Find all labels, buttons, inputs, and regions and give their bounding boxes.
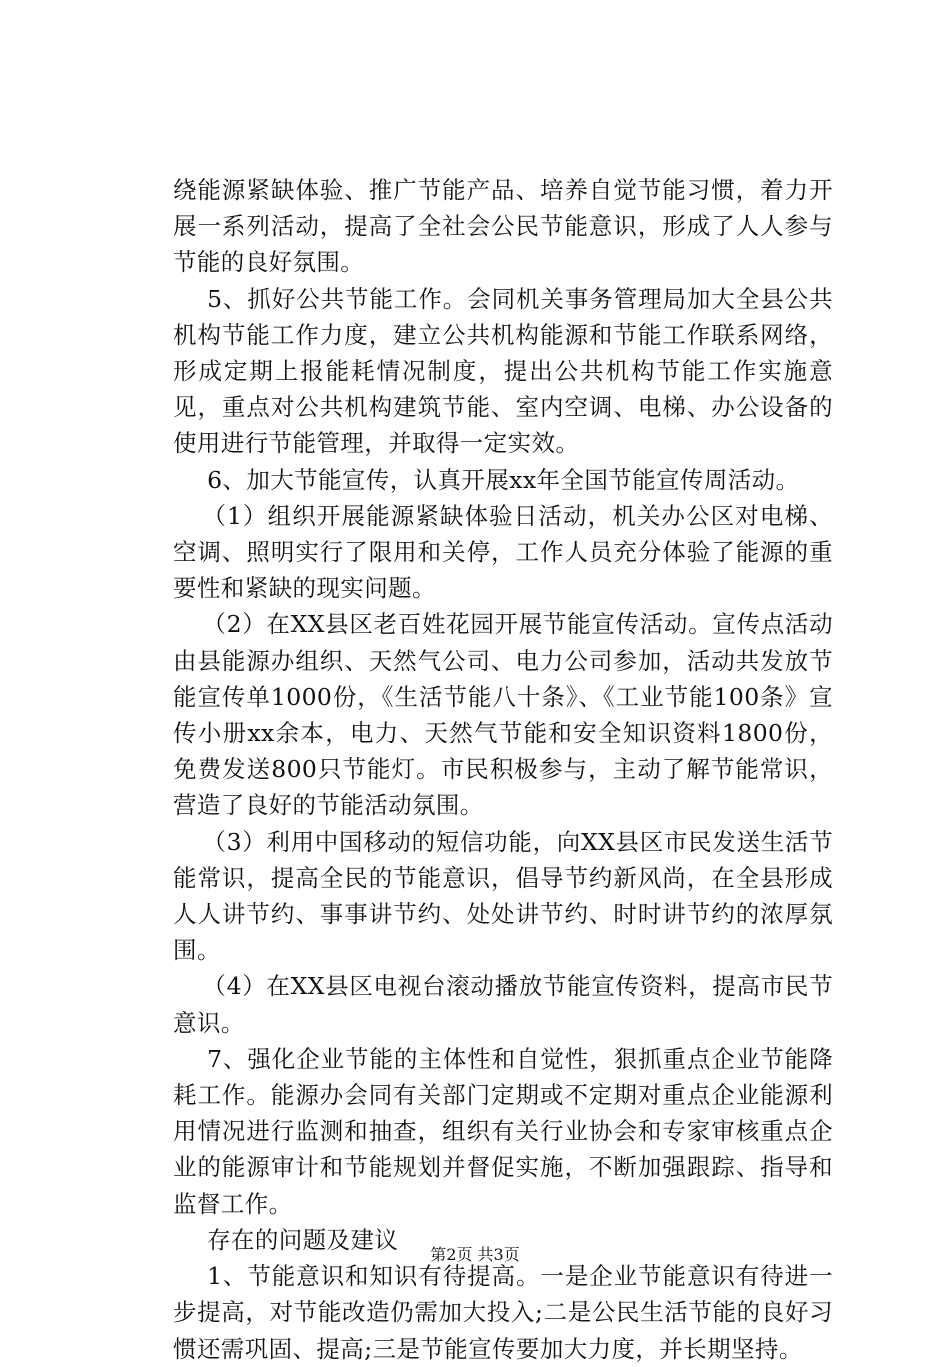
paragraph: 绕能源紧缺体验、推广节能产品、培养自觉节能习惯，着力开展一系列活动，提高了全社会公民节能意识，形成了人人参与节能的良好氛围。: [173, 176, 833, 277]
paragraph: （4）在XX县区电视台滚动播放节能宣传资料，提高市民节意识。: [173, 972, 833, 1037]
paragraph: （1）组织开展能源紧缺体验日活动，机关办公区对电梯、空调、照明实行了限用和关停，工作人员充分体验了能源的重要性和紧缺的现实问题。: [173, 501, 833, 603]
paragraph: 6、加大节能宣传，认真开展xx年全国节能宣传周活动。: [207, 465, 800, 494]
paragraph: 7、强化企业节能的主体性和自觉性，狠抓重点企业节能降耗工作。能源办会同有关部门定期或不定期对重点企业能源利用情况进行监测和抽查，组织有关行业协会和专家审核重点企业的能源审计和节能规划并督促实施，不断加强跟踪、指导和监督工作。: [173, 1044, 833, 1218]
paragraph: 1、节能意识和知识有待提高。一是企业节能意识有待进一步提高，对节能改造仍需加大投入;二是公民生活节能的良好习惯还需巩固、提高;三是节能宣传要加大力度，并长期坚持。: [173, 1262, 833, 1363]
paragraph: 5、抓好公共节能工作。会同机关事务管理局加大全县公共机构节能工作力度，建立公共机构能源和节能工作联系网络，形成定期上报能耗情况制度，提出公共机构节能工作实施意见，重点对公共机构建筑节能、室内空调、电梯、办公设备的使用进行节能管理，并取得一定实效。: [173, 284, 833, 458]
page-footer: 第2页 共3页: [430, 1245, 520, 1264]
document-body: [173, 172, 833, 1367]
paragraph: （3）利用中国移动的短信功能，向XX县区市民发送生活节能常识，提高全民的节能意识，倡导节约新风尚，在全县形成人人讲节约、事事讲节约、处处讲节约、时时讲节约的浓厚氛围。: [173, 827, 833, 965]
section-heading: 存在的问题及建议: [207, 1225, 399, 1254]
paragraph: （2）在XX县区老百姓花园开展节能宣传活动。宣传点活动由县能源办组织、天然气公司、电力公司参加，活动共发放节能宣传单1000份，《生活节能八十条》、《工业节能100条》宣传小册xx余本，电力、天然气节能和安全知识资料1800份，免费发送800只节能灯。市民积极参与，主动了解节能常识，营造了良好的节能活动氛围。: [173, 610, 833, 820]
